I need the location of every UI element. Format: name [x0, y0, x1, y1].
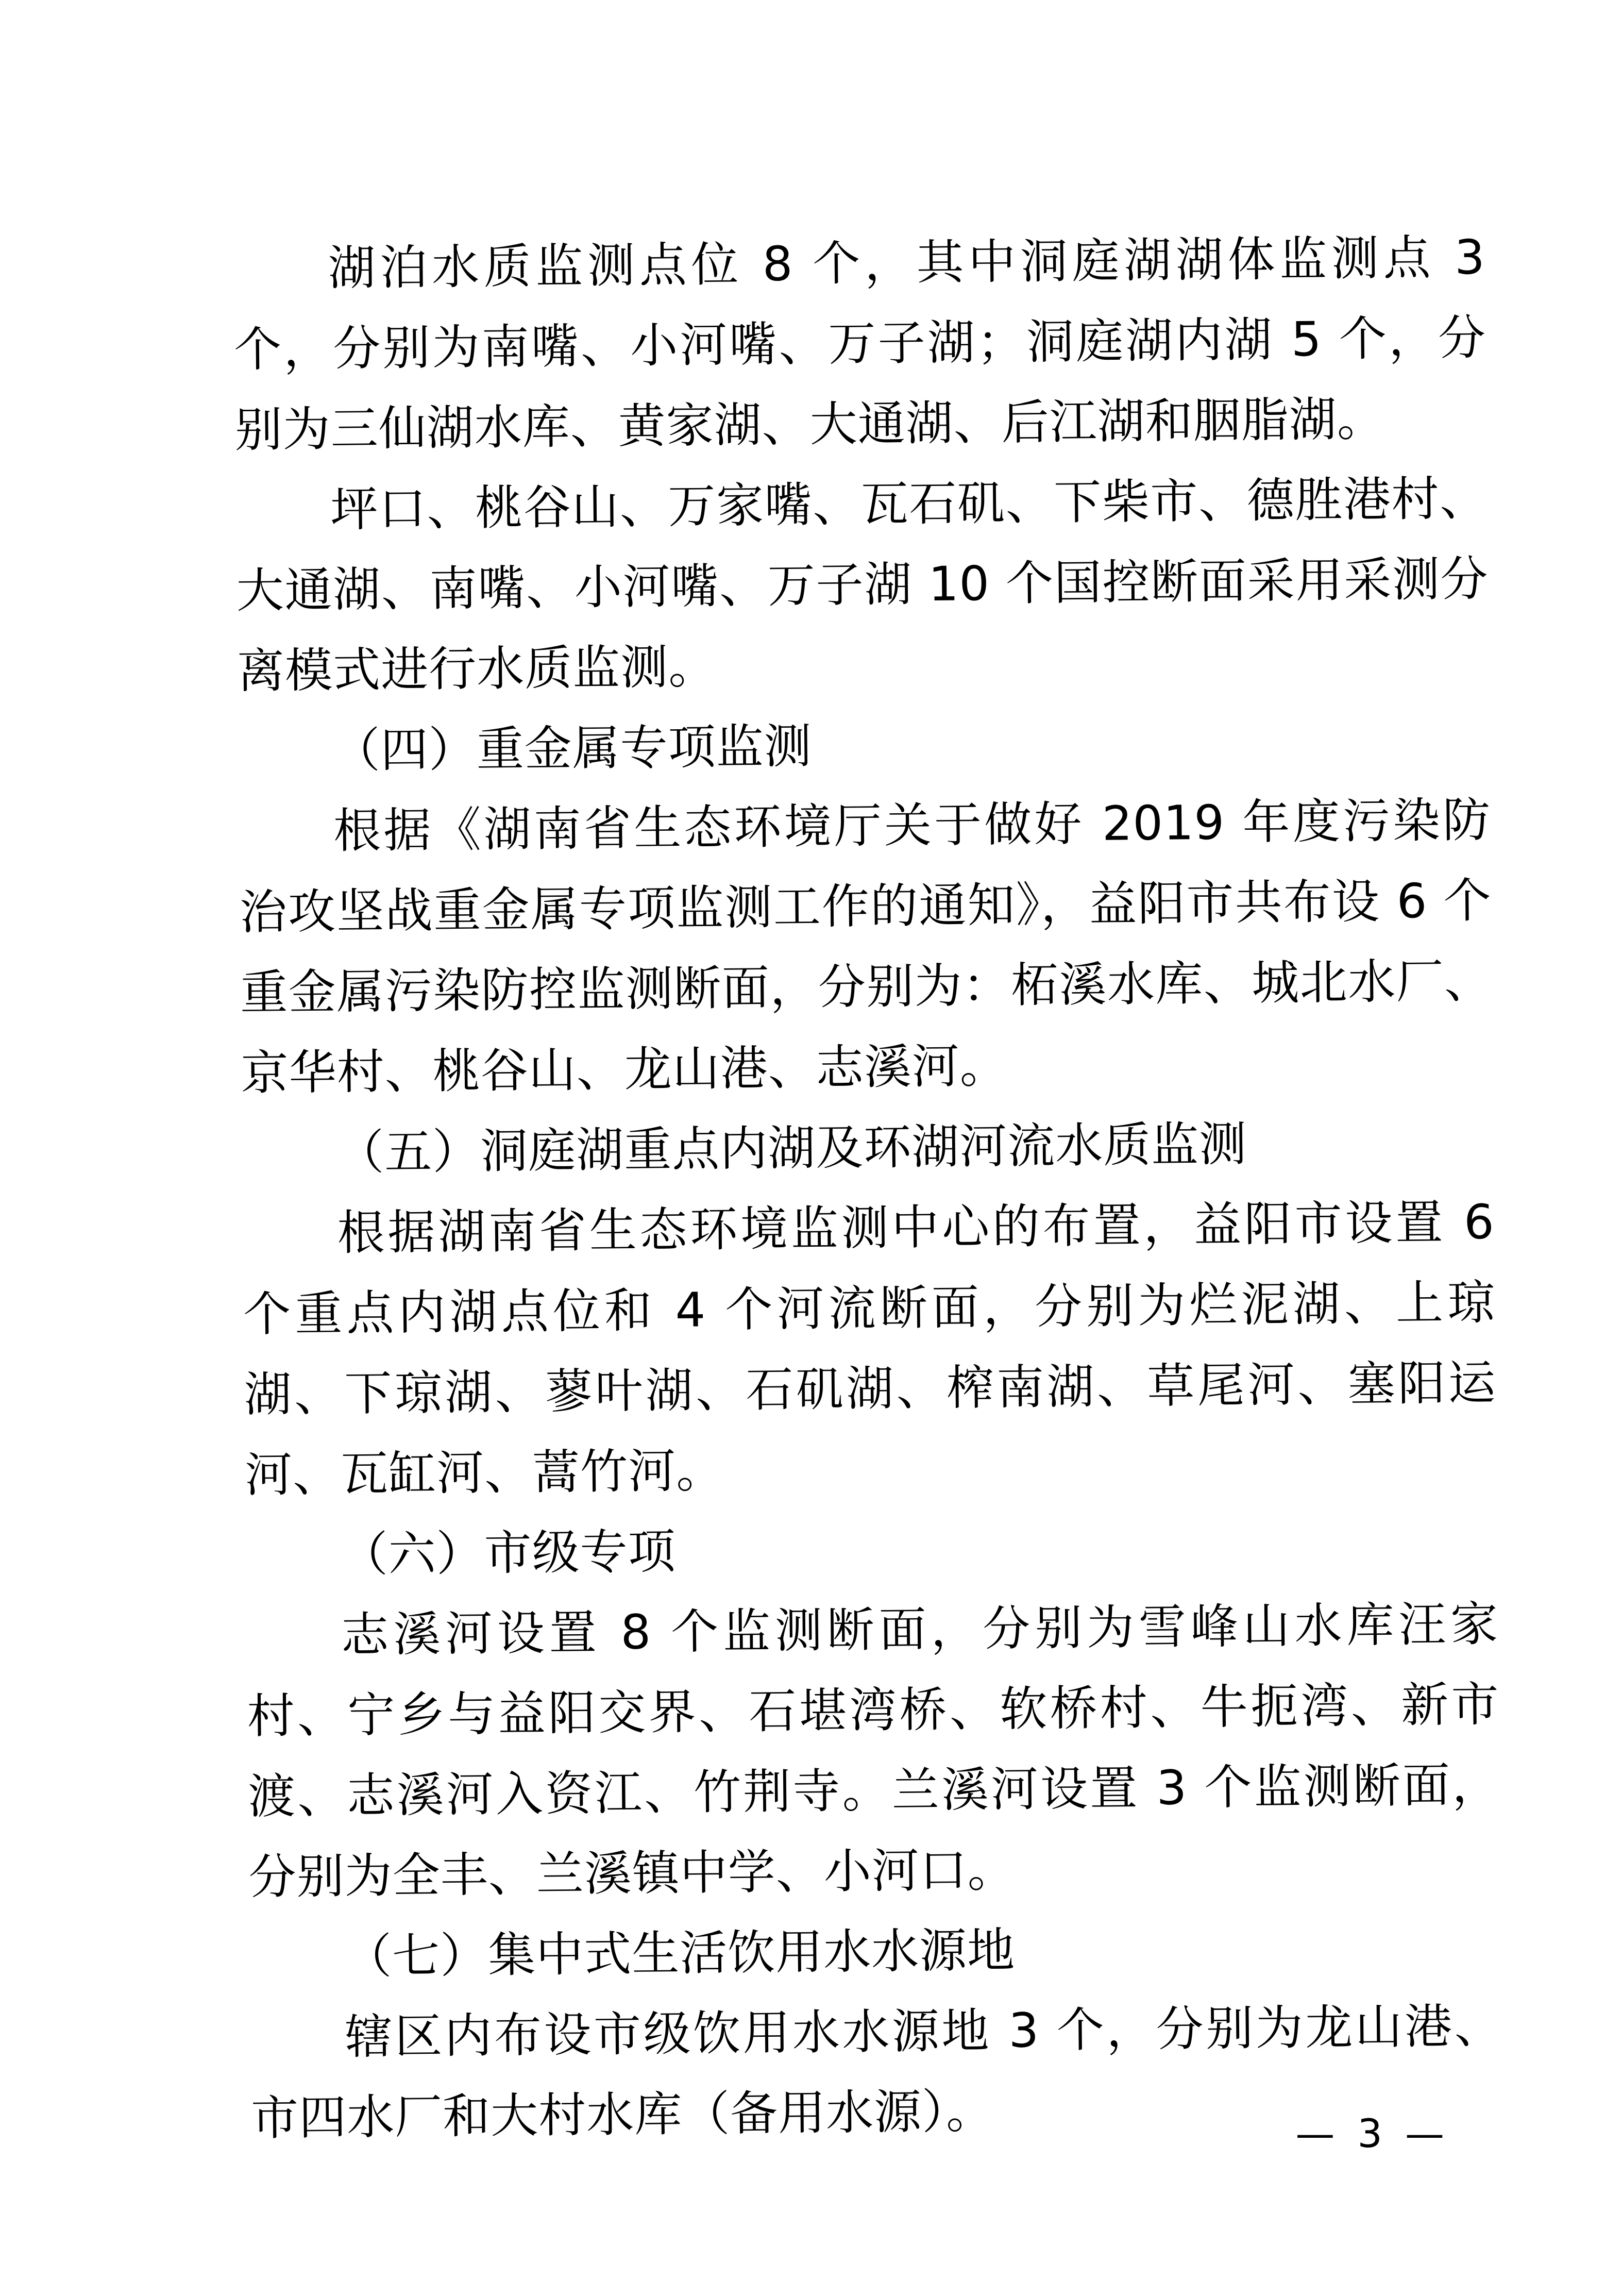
section-heading-4-heavy-metal: （四）重金属专项监测 — [332, 718, 813, 779]
section-heading-7-drinking-water: （七）集中式生活饮用水水源地 — [344, 1922, 1016, 1985]
page-number: — 3 — — [1295, 2110, 1449, 2156]
paragraph-heavy-metal-monitoring: 根据《湖南省生态环境厅关于做好 2019 年度污染防治攻坚战重金属专项监测工作的通知》，益阳市共布设 6 个重金属污染防控监测断面，分别为：柘溪水库、城北水厂、京华村、桃谷山、龙山港、志溪河。 — [239, 792, 1493, 1101]
section-heading-6-municipal-special: （六）市级专项 — [340, 1523, 677, 1583]
document-text-block — [233, 217, 1503, 2159]
paragraph-drinking-water-sources: 辖区内布设市级饮用水水源地 3 个，分别为龙山港、市四水厂和大村水库（备用水源）。 — [250, 1998, 1503, 2146]
paragraph-national-control-sections: 坪口、桃谷山、万家嘴、瓦石矶、下柴市、德胜港村、大通湖、南嘴、小河嘴、万子湖 10 个国控断面采用采测分离模式进行水质监测。 — [236, 471, 1489, 699]
paragraph-inner-lakes-rivers: 根据湖南省生态环境监测中心的布置，益阳市设置 6 个重点内湖点位和 4 个河流断面，分别为烂泥湖、上琼湖、下琼湖、蓼叶湖、石矶湖、榨南湖、草尾河、塞阳运河、瓦缸河、蒿竹河。 — [243, 1194, 1497, 1503]
paragraph-zhixi-lanxi-rivers: 志溪河设置 8 个监测断面，分别为雪峰山水库汪家村、宁乡与益阳交界、石堪湾桥、软桥村、牛扼湾、新市渡、志溪河入资江、竹荆寺。兰溪河设置 3 个监测断面，分别为全丰、兰溪镇中学、小河口。 — [247, 1596, 1500, 1905]
paragraph-lake-monitoring-points: 湖泊水质监测点位 8 个，其中洞庭湖湖体监测点 3 个，分别为南嘴、小河嘴、万子湖；洞庭湖内湖 5 个，分别为三仙湖水库、黄家湖、大通湖、后江湖和胭脂湖。 — [233, 229, 1486, 458]
section-heading-5-dongting-lake: （五）洞庭湖重点内湖及环湖河流水质监测 — [336, 1116, 1247, 1181]
